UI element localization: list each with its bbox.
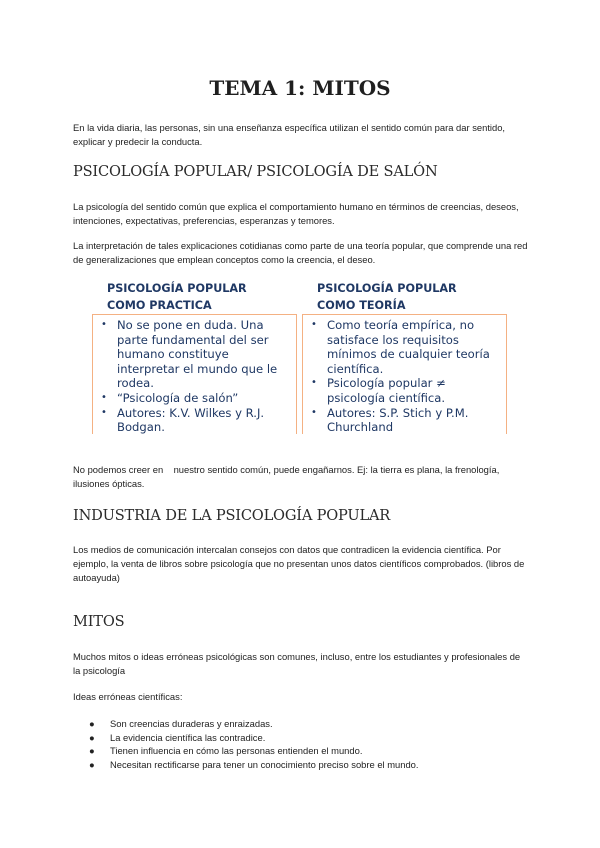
section-heading-psicologia-popular: PSICOLOGÍA POPULAR/ PSICOLOGÍA DE SALÓN	[73, 163, 438, 180]
mitos-paragraph: Muchos mitos o ideas erróneas psicológicas son comunes, incluso, entre los estudiantes y profesionales de la psicología	[73, 651, 521, 676]
comparison-item-text: Autores: S.P. Stich y P.M. Churchland	[327, 405, 469, 434]
bullet-icon: •	[311, 377, 317, 389]
comparison-column-teoria	[302, 280, 507, 434]
comparison-heading-line: COMO PRACTICA	[107, 299, 212, 312]
bullet-icon: ●	[89, 758, 95, 770]
comparison-heading-line: PSICOLOGÍA POPULAR	[107, 282, 247, 295]
comparison-box	[302, 314, 507, 434]
list-item-text: Tienen influencia en cómo las personas entienden el mundo.	[110, 745, 363, 756]
comparison-item	[309, 406, 502, 434]
comparison-item-text: No se pone en duda. Una parte fundamental del ser humano constituye interpretar el mundo que le rodea.	[117, 318, 278, 391]
list-item-text: Son creencias duraderas y enraizadas.	[110, 718, 273, 729]
comparison-item-text: Como teoría empírica, no satisface los requisitos mínimos de cualquier teoría científica.	[327, 318, 490, 376]
comparison-heading	[92, 280, 297, 314]
comparison-item	[99, 406, 292, 434]
bullet-icon: ●	[89, 731, 95, 743]
comparison-box	[92, 314, 297, 434]
comparison-heading-line: PSICOLOGÍA POPULAR	[317, 282, 457, 295]
list-item	[73, 744, 419, 758]
bullet-icon: •	[101, 391, 107, 403]
list-item-text: La evidencia científica las contradice.	[110, 731, 266, 743]
bullet-icon: •	[101, 406, 107, 418]
comparison-item	[99, 391, 292, 406]
bullet-icon: •	[311, 406, 317, 418]
comparison-item-text: “Psicología de salón”	[117, 390, 239, 405]
ideas-erroneas-label: Ideas erróneas científicas:	[73, 691, 183, 702]
list-item	[73, 717, 419, 731]
comparison-column-practica	[92, 280, 297, 434]
sentido-comun-warning: No podemos creer en nuestro sentido común, puede engañarnos. Ej: la tierra es plana, la frenología, ilusiones ópticas.	[73, 464, 502, 489]
bullet-icon: ●	[89, 745, 95, 756]
list-item	[73, 731, 419, 745]
comparison-item-text: Autores: K.V. Wilkes y R.J. Bodgan.	[117, 405, 265, 434]
comparison-item	[99, 318, 292, 391]
section-heading-mitos: MITOS	[73, 613, 125, 630]
comparison-item	[309, 376, 502, 405]
section-heading-industria: INDUSTRIA DE LA PSICOLOGÍA POPULAR	[73, 507, 391, 524]
psicologia-popular-interpretation: La interpretación de tales explicaciones cotidianas como parte de una teoría popular, que comprende una red de generalizaciones que emplean conceptos como la creencia, el deseo.	[73, 240, 528, 265]
comparison-item	[309, 318, 502, 376]
comparison-item-text: Psicología popular ≠ psicología científica.	[327, 376, 446, 405]
bullet-icon: •	[311, 319, 317, 330]
bullet-icon: ●	[89, 718, 95, 729]
list-item	[73, 758, 419, 772]
comparison-heading	[302, 280, 507, 314]
intro-paragraph: En la vida diaria, las personas, sin una enseñanza específica utilizan el sentido común para dar sentido, explicar y predecir la conducta.	[73, 122, 506, 147]
industria-paragraph: Los medios de comunicación intercalan consejos con datos que contradicen la evidencia científica. Por ejemplo, la venta de libros sobre psicología que no presentan unos datos científicos comprobados. (libros de autoayuda)	[73, 544, 525, 583]
ideas-erroneas-list	[73, 717, 419, 771]
page-title: TEMA 1: MITOS	[209, 76, 391, 100]
psicologia-popular-definition: La psicología del sentido común que explica el comportamiento humano en términos de creencias, deseos, intenciones, expectativas, preferencias, esperanzas y temores.	[73, 201, 519, 226]
bullet-icon: •	[101, 319, 107, 330]
list-item-text: Necesitan rectificarse para tener un conocimiento preciso sobre el mundo.	[110, 758, 419, 770]
comparison-heading-line: COMO TEORÍA	[317, 299, 406, 312]
